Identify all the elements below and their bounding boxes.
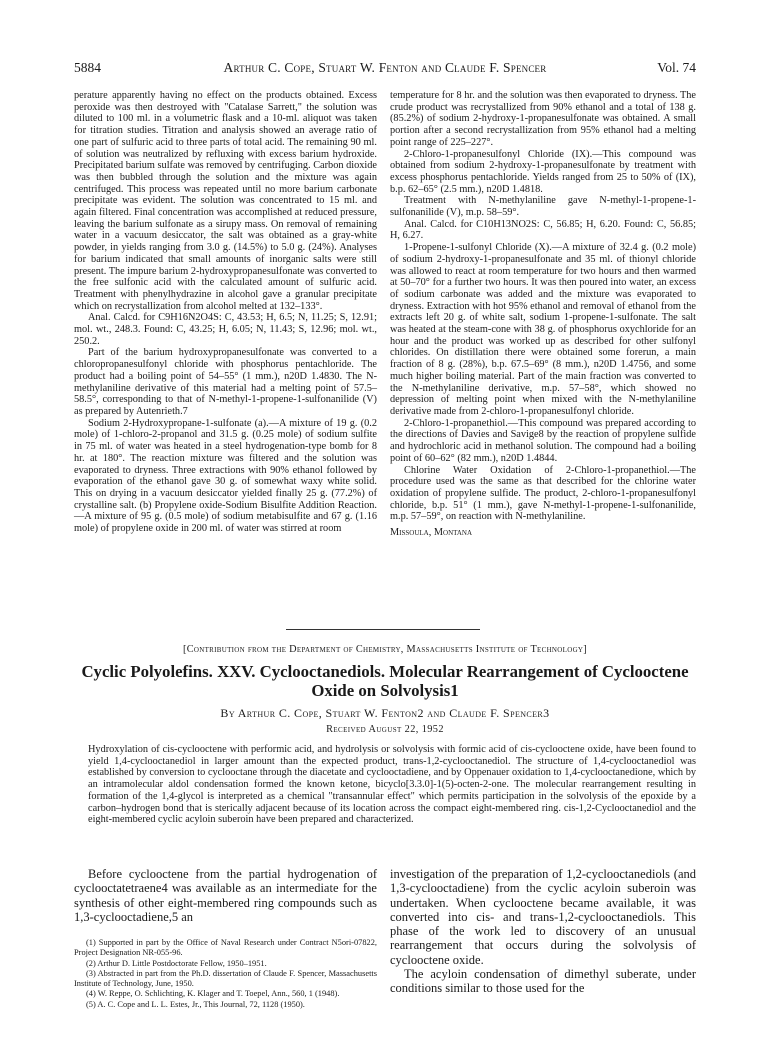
procedure-paragraph: 2-Chloro-1-propanethiol.—This compound was prepared according to the directions of Davies and Savige8 by the reaction of propylene sulfide and hydrochloric acid in methanol solution. The compound had a boiling point of 60–62° (82 mm.), n20D 1.4844. <box>390 417 696 464</box>
intro-paragraph: Before cyclooctene from the partial hydrogenation of cyclooctatetraene4 was available as an intermediate for the synthesis of other eight-membered ring compounds such as 1,3-cyclooctadiene,5 an <box>74 867 377 924</box>
footnote: (2) Arthur D. Little Postdoctorate Fellow, 1950–1951. <box>86 958 267 968</box>
body-left-column <box>74 867 377 924</box>
article-title-line-2: Oxide on Solvolysis1 <box>311 681 459 700</box>
footnote: (3) Abstracted in part from the Ph.D. dissertation of Claude F. Spencer, Massachusetts Institute of Technology, June, 1950. <box>74 968 377 989</box>
intro-paragraph-continued: investigation of the preparation of 1,2-cyclooctanediols (and 1,3-cyclooctadiene) from the cyclic acyloin suberoin was undertaken. When cyclooctene became available, it was converted into cis- and trans-1,2-cyclooctanediols. This phase of the work led to discovery of an unusual rearrangement that occurs during the solvolysis of cyclooctene oxide. <box>390 867 696 967</box>
section-divider <box>286 629 480 630</box>
abstract: Hydroxylation of cis-cyclooctene with performic acid, and hydrolysis or solvolysis with formic acid of cis-cyclooctene oxide, have been found to yield 1,4-cyclooctanediol in larger amount than the expected product, trans-1,2-cyclooctanediol. The structure of 1,4-cyclooctanediol was established by conversion to cyclooctane through the diacetate and cyclooctadiene, and by Oppenauer oxidation to 1,4-cyclooctanedione, which by an intramolecular aldol condensation formed the known ketone, bicyclo[3.3.0]-1(5)-octen-2-one. The molecular rearrangement resulting in formation of the 1,4-glycol is interpreted as a chemical "transannular effect" which permits participation in the solvolysis of the epoxide by a carbon–hydrogen bond that is sterically adjacent because of its location across the compact eight-membered ring. cis-1,2-Cyclooctanediol and the eight-membered cyclic acyloin suberoin have been prepared and characterized. <box>88 744 696 826</box>
byline: By Arthur C. Cope, Stuart W. Fenton2 and Claude F. Spencer3 <box>220 706 550 720</box>
body-right-column <box>390 867 696 996</box>
footnote: (5) A. C. Cope and L. L. Estes, Jr., This Journal, 72, 1128 (1950). <box>86 999 305 1009</box>
procedure-paragraph: 2-Chloro-1-propanesulfonyl Chloride (IX).—This compound was obtained from sodium 2-hydroxy-1-propanesulfonate by treatment with excess phosphorus pentachloride. Yields ranged from 25 to 50% of (IX), b.p. 62–65° (2.5 mm.), n20D 1.4818. <box>390 148 696 195</box>
experimental-left-column <box>74 90 377 535</box>
running-head <box>74 60 696 80</box>
paragraph: perature apparently having no effect on the products obtained. Excess peroxide was then destroyed with "Catalase Sarrett," the solution was diluted to 100 ml. in a volumetric flask and a 10-ml. aliquot was taken for titration studies. Titration and analysis showed an average ratio of one part of sulfuric acid to three parts of total acid. The remaining 90 ml. of solution was neutralized by refluxing with excess barium hydroxide. Precipitated barium sulfate was removed by centrifuging. Carbon dioxide was then bubbled through the solution and the mixture was again centrifuged. This process was repeated until no more barium carbonate precipitate was evident. The solution was concentrated to 15 ml. and again filtered. Final concentration was accomplished at reduced pressure, leaving the barium sulfonate as a sirupy mass. On removal of remaining water in a vacuum desiccator, the salt was obtained as a gray-white powder, in yields ranging from 3.0 g. (14.5%) to 5.0 g. (24%). Analyses for barium indicated that small amounts of inorganic salts were still present. The impure barium 2-hydroxypropanesulfonate was converted to the free sulfonic acid with the calculated amount of sulfuric acid. Treatment with phenylhydrazine in alcohol gave a granular precipitate which on recrystallization from alcohol melted at 132–133°. <box>74 90 377 312</box>
analysis-paragraph: Anal. Calcd. for C10H13NO2S: C, 56.85; H, 6.20. Found: C, 56.85; H, 6.27. <box>390 218 696 242</box>
paragraph: Part of the barium hydroxypropanesulfonate was converted to a chloropropanesulfonyl chloride with phosphorus pentachloride. The product had a boiling point of 54–55° (1 mm.), n20D 1.4830. The N-methylaniline derivative of this material had a melting point of 57.5–58.5°, corresponding to that of N-methyl-1-propene-1-sulfonanilide (V) as prepared by Autenrieth.7 <box>74 347 377 417</box>
location-line: Missoula, Montana <box>390 527 473 539</box>
page-number: 5884 <box>74 60 101 75</box>
procedure-paragraph: 1-Propene-1-sulfonyl Chloride (X).—A mixture of 32.4 g. (0.2 mole) of sodium 2-hydroxy-1-propanesulfonate and 35 ml. of thionyl chloride was allowed to react at room temperature for two hours and then warmed at 50–70° for a further two hours. It was then poured into water, an excess of sodium carbonate was added and the mixture was evaporated to dryness. Extraction with hot 95% ethanol and removal of ethanol from the extracts left 20 g. of white salt, sodium 1-propene-1-sulfonate. The salt was heated at the steam-cone with 38 g. of phosphorus oxychloride for an hour and the product was worked up as described for other sulfonyl chlorides. On distillation there were obtained some forerun, a main fraction of 8 g. (28%), b.p. 67.5–69° (8 mm.), n20D 1.4756, and some much higher boiling material. Part of the main fraction was converted to the N-methylaniline derivative, m.p. 57–58°, which showed no depression of melting point when mixed with the N-methylaniline derivative made from 2-chloro-1-propanesulfonyl chloride. <box>390 242 696 417</box>
article-title-line-1: Cyclic Polyolefins. XXV. Cyclooctanediols. Molecular Rearrangement of Cyclooctene <box>81 662 689 681</box>
volume-label: Vol. 74 <box>657 60 696 75</box>
procedure-paragraph: Chlorine Water Oxidation of 2-Chloro-1-propanethiol.—The procedure used was the same as that described for the chlorine water oxidation of propylene sulfide. The product, 2-chloro-1-propanesulfonyl chloride, b.p. 51° (1 mm.), gave N-methyl-1-propene-1-sulfonanilide, m.p. 57–59°, on reaction with N-methylaniline. <box>390 464 696 523</box>
running-head-authors: Arthur C. Cope, Stuart W. Fenton and Claude F. Spencer <box>223 60 547 75</box>
experimental-right-column <box>390 90 696 539</box>
received-date: Received August 22, 1952 <box>326 724 444 735</box>
article-title <box>74 662 696 700</box>
procedure-paragraph: Sodium 2-Hydroxypropane-1-sulfonate (a).—A mixture of 19 g. (0.2 mole) of 1-chloro-2-propanol and 31.5 g. (0.25 mole) of sodium sulfite in 75 ml. of water was heated in a steel hydrogenation-type bomb for 8 hr. at 180°. The reaction mixture was filtered and the solution was evaporated to dryness. Three extractions with 90% ethanol followed by evaporation of the ethanol gave 30 g. of somewhat waxy white solid. This on drying in a vacuum desiccator yielded finally 25 g. (77.2%) of crystalline salt. (b) Propylene oxide-Sodium Bisulfite Addition Reaction.—A mixture of 95 g. (0.5 mole) of sodium metabisulfite and 67 g. (1.16 mole) of propylene oxide in 200 ml. of water was stirred at room <box>74 417 377 535</box>
footnote: (4) W. Reppe, O. Schlichting, K. Klager and T. Toepel, Ann., 560, 1 (1948). <box>86 989 340 999</box>
contribution-line: [Contribution from the Department of Chemistry, Massachusetts Institute of Technology] <box>182 644 588 655</box>
footnote: (1) Supported in part by the Office of Naval Research under Contract N5ori-07822, Project Designation NR-055-96. <box>74 938 377 958</box>
analysis-paragraph: Anal. Calcd. for C9H16N2O4S: C, 43.53; H, 6.5; N, 11.25; S, 12.91; mol. wt., 248.3. Found: C, 43.25; H, 6.05; N, 11.43; S, 12.96; mol. wt., 250.2. <box>74 312 377 347</box>
paragraph: temperature for 8 hr. and the solution was then evaporated to dryness. The crude product was recrystallized from 90% ethanol and a total of 138 g. (85.2%) of sodium 2-hydroxy-1-propanesulfonate was obtained. A small portion after a second recrystallization from 95% ethanol had a melting point range of 225–227°. <box>390 90 696 148</box>
footnotes <box>74 938 377 1010</box>
paragraph: Treatment with N-methylaniline gave N-methyl-1-propene-1-sulfonanilide (V), m.p. 58–59°. <box>390 195 696 219</box>
intro-paragraph: The acyloin condensation of dimethyl suberate, under conditions similar to those used for the <box>390 967 696 996</box>
